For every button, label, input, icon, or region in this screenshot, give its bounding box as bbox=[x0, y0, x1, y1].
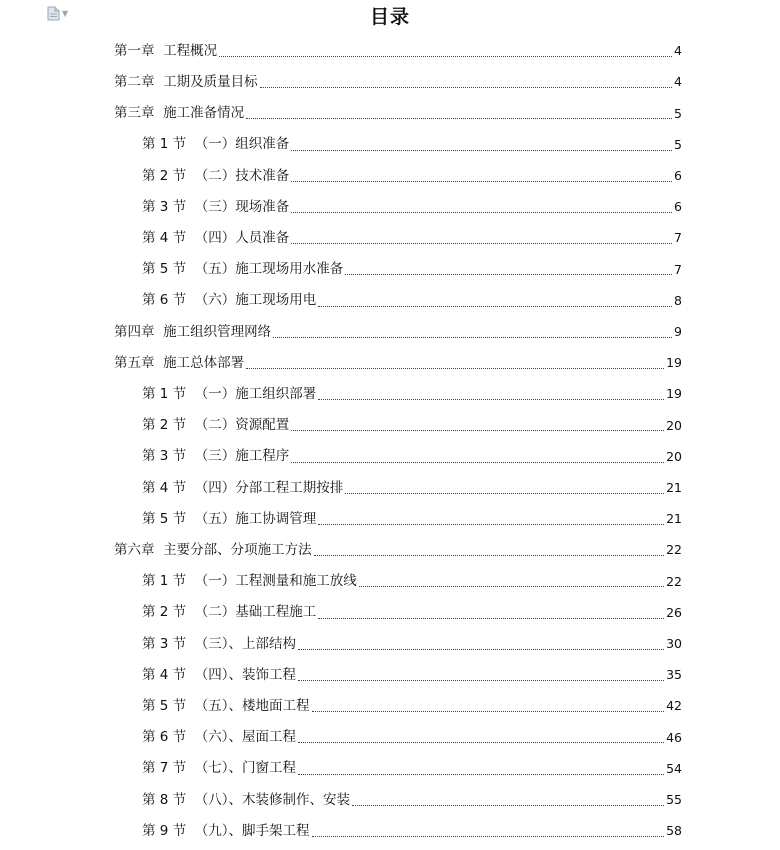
toc-entry-label: 第三章 施工准备情况 bbox=[114, 105, 245, 122]
toc-section-entry[interactable] bbox=[142, 286, 682, 317]
toc-section-entry[interactable] bbox=[142, 410, 682, 441]
toc-page-number: 6 bbox=[674, 168, 682, 184]
toc-leader-dots bbox=[260, 87, 672, 88]
toc-entry-label: 第二章 工期及质量目标 bbox=[114, 73, 258, 90]
toc-leader-dots bbox=[298, 774, 664, 775]
toc-section-entry[interactable] bbox=[142, 691, 682, 722]
toc-section-entry[interactable] bbox=[142, 598, 682, 629]
toc-leader-dots bbox=[291, 430, 664, 431]
toc-leader-dots bbox=[352, 805, 664, 806]
toc-page-number: 4 bbox=[674, 43, 682, 59]
toc-page-number: 20 bbox=[666, 417, 682, 433]
toc-leader-dots bbox=[246, 118, 672, 119]
toc-section-entry[interactable] bbox=[142, 660, 682, 691]
toc-page-number: 19 bbox=[666, 355, 682, 371]
toc-section-entry[interactable] bbox=[142, 254, 682, 285]
toc-entry-label: 第一章 工程概况 bbox=[114, 42, 218, 59]
toc-page-number: 26 bbox=[666, 604, 682, 620]
toc-page-number: 5 bbox=[674, 105, 682, 121]
toc-leader-dots bbox=[318, 618, 664, 619]
toc-page-number: 54 bbox=[666, 760, 682, 776]
toc-leader-dots bbox=[298, 649, 664, 650]
toc-entry-label: 第 4 节 （四）分部工程工期按排 bbox=[142, 479, 344, 496]
toc-section-entry[interactable] bbox=[142, 816, 682, 847]
toc-page-number: 55 bbox=[666, 792, 682, 808]
toc-entry-label: 第五章 施工总体部署 bbox=[114, 354, 245, 371]
toc-leader-dots bbox=[291, 462, 664, 463]
toc-section-entry[interactable] bbox=[142, 754, 682, 785]
chevron-down-icon[interactable]: ▼ bbox=[62, 9, 69, 18]
toc-entry-label: 第 5 节 （五）施工协调管理 bbox=[142, 510, 317, 527]
toc-section-entry[interactable] bbox=[142, 379, 682, 410]
toc-section-entry[interactable] bbox=[142, 785, 682, 816]
toc-entry-label: 第 2 节 （二）资源配置 bbox=[142, 417, 290, 434]
toc-section-entry[interactable] bbox=[142, 223, 682, 254]
page-title: 目录 bbox=[369, 6, 410, 28]
toc-chapter-entry[interactable] bbox=[114, 535, 682, 566]
toc-page-number: 35 bbox=[666, 667, 682, 683]
toc-page-number: 21 bbox=[666, 480, 682, 496]
toc-leader-dots bbox=[291, 243, 672, 244]
toc-entry-label: 第 3 节 （三）现场准备 bbox=[142, 198, 290, 215]
toc-leader-dots bbox=[359, 586, 664, 587]
toc-page-number: 46 bbox=[666, 729, 682, 745]
toc-chapter-entry[interactable] bbox=[114, 317, 682, 348]
toc-section-entry[interactable] bbox=[142, 161, 682, 192]
toc-section-entry[interactable] bbox=[142, 192, 682, 223]
toc-leader-dots bbox=[291, 150, 672, 151]
toc-chapter-entry[interactable] bbox=[114, 36, 682, 67]
toc-page-number: 58 bbox=[666, 823, 682, 839]
toc-section-entry[interactable] bbox=[142, 442, 682, 473]
toc-page-number: 30 bbox=[666, 636, 682, 652]
toc-entry-label: 第 6 节 （六）、屋面工程 bbox=[142, 729, 297, 746]
toc-leader-dots bbox=[219, 56, 672, 57]
toc-page-number: 22 bbox=[666, 542, 682, 558]
toc-entry-label: 第四章 施工组织管理网络 bbox=[114, 323, 272, 340]
toc-page-number: 7 bbox=[674, 261, 682, 277]
toc-section-entry[interactable] bbox=[142, 504, 682, 535]
toc-entry-label: 第 9 节 （九）、脚手架工程 bbox=[142, 822, 310, 839]
toc-entry-label: 第 5 节 （五）施工现场用水准备 bbox=[142, 261, 344, 278]
toc-entry-label: 第 4 节 （四）、装饰工程 bbox=[142, 666, 297, 683]
toc-entry-label: 第 5 节 （五）、楼地面工程 bbox=[142, 697, 310, 714]
toc-leader-dots bbox=[318, 524, 664, 525]
toc-entry-label: 第 7 节 （七）、门窗工程 bbox=[142, 760, 297, 777]
toc-section-entry[interactable] bbox=[142, 130, 682, 161]
toc-leader-dots bbox=[318, 399, 664, 400]
toc-leader-dots bbox=[291, 181, 672, 182]
toc-leader-dots bbox=[246, 368, 664, 369]
toc-leader-dots bbox=[345, 493, 664, 494]
toc-page-number: 7 bbox=[674, 230, 682, 246]
toc-entry-label: 第 3 节 （三）、上部结构 bbox=[142, 635, 297, 652]
toc-leader-dots bbox=[273, 337, 672, 338]
toc-entry-label: 第 1 节 （一）组织准备 bbox=[142, 136, 290, 153]
toc-entry-label: 第 6 节 （六）施工现场用电 bbox=[142, 292, 317, 309]
toc-page-number: 22 bbox=[666, 573, 682, 589]
toc-leader-dots bbox=[291, 212, 672, 213]
toc-leader-dots bbox=[318, 306, 672, 307]
toc-page-number: 5 bbox=[674, 136, 682, 152]
toc-leader-dots bbox=[298, 742, 664, 743]
toc-page-number: 19 bbox=[666, 386, 682, 402]
toc-chapter-entry[interactable] bbox=[114, 67, 682, 98]
toc-page-number: 9 bbox=[674, 324, 682, 340]
toc-leader-dots bbox=[312, 711, 665, 712]
toc-leader-dots bbox=[314, 555, 665, 556]
toc-section-entry[interactable] bbox=[142, 722, 682, 753]
toc-entry-label: 第 8 节 （八）、木装修制作、安装 bbox=[142, 791, 351, 808]
toc-page-number: 8 bbox=[674, 292, 682, 308]
toc-entry-label: 第 4 节 （四）人员准备 bbox=[142, 229, 290, 246]
toc-chapter-entry[interactable] bbox=[114, 98, 682, 129]
toc-page-number: 6 bbox=[674, 199, 682, 215]
toc-entry-label: 第 1 节 （一）工程测量和施工放线 bbox=[142, 573, 357, 590]
toc-entry-label: 第 2 节 （二）基础工程施工 bbox=[142, 604, 317, 621]
toc-page-number: 4 bbox=[674, 74, 682, 90]
toc-entry-label: 第 1 节 （一）施工组织部署 bbox=[142, 385, 317, 402]
toc-entry-label: 第六章 主要分部、分项施工方法 bbox=[114, 541, 312, 558]
toc-page-number: 21 bbox=[666, 511, 682, 527]
toc-leader-dots bbox=[298, 680, 664, 681]
toc-entry-label: 第 3 节 （三）施工程序 bbox=[142, 448, 290, 465]
toc-leader-dots bbox=[312, 836, 665, 837]
toc-entry-label: 第 2 节 （二）技术准备 bbox=[142, 167, 290, 184]
toc-leader-dots bbox=[345, 274, 672, 275]
toc-section-entry[interactable] bbox=[142, 473, 682, 504]
toc-chapter-entry[interactable] bbox=[114, 348, 682, 379]
toc-page-number: 42 bbox=[666, 698, 682, 714]
toc-section-entry[interactable] bbox=[142, 629, 682, 660]
toc-page-number: 20 bbox=[666, 448, 682, 464]
toc-section-entry[interactable] bbox=[142, 566, 682, 597]
